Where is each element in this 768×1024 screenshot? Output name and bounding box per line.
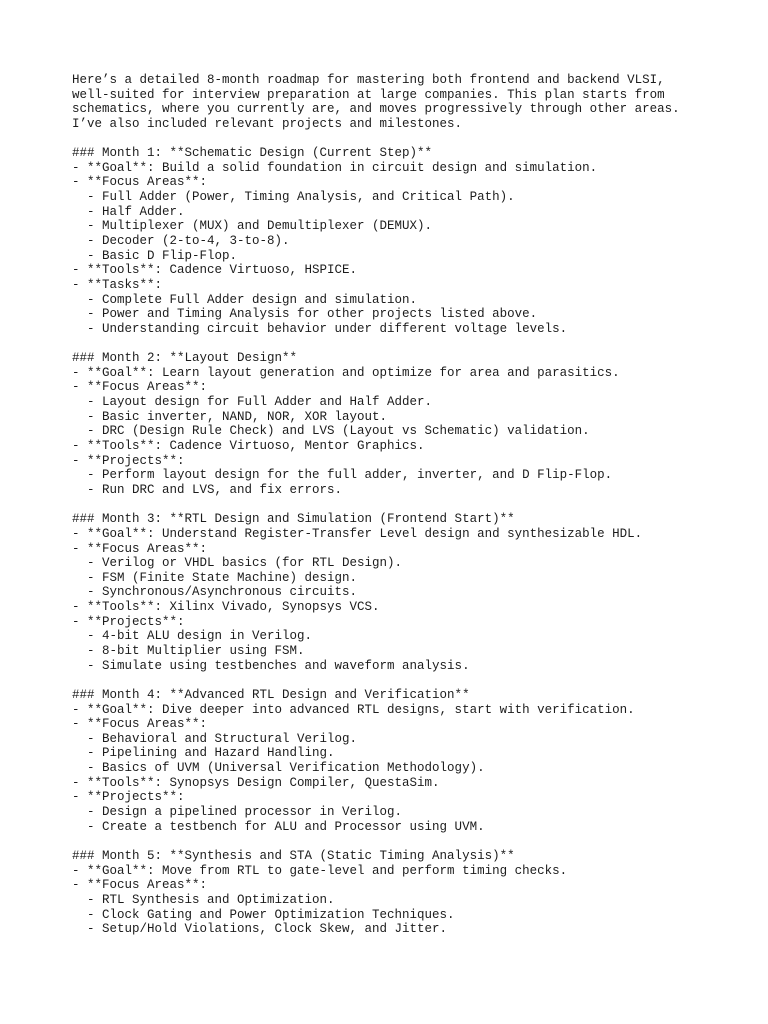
section-heading: ### Month 1: **Schematic Design (Current Step)** [72,146,433,161]
document-body [72,73,752,937]
intro-line: schematics, where you currently are, and moves progressively through other areas. [72,102,680,117]
section-line: - **Projects**: [72,790,185,805]
section-line: - Design a pipelined processor in Verilog. [72,805,403,820]
section-line: - Basics of UVM (Universal Verification Methodology). [72,761,485,776]
section-line: - Half Adder. [72,204,185,219]
section-line: - **Tools**: Synopsys Design Compiler, QuestaSim. [72,775,440,790]
section-line: - Basic inverter, NAND, NOR, XOR layout. [72,409,388,424]
section-line: - Full Adder (Power, Timing Analysis, and Critical Path). [72,190,515,205]
section-line: - Complete Full Adder design and simulation. [72,292,418,307]
section-line: - DRC (Design Rule Check) and LVS (Layout vs Schematic) validation. [72,424,590,439]
blank-line [72,498,752,513]
section-line: - **Goal**: Build a solid foundation in circuit design and simulation. [72,160,598,175]
section-line: - Pipelining and Hazard Handling. [72,746,335,761]
section-line: - Behavioral and Structural Verilog. [72,731,358,746]
section-line: - **Focus Areas**: [72,878,208,893]
section-heading: ### Month 2: **Layout Design** [72,351,298,366]
section-line: - **Goal**: Learn layout generation and optimize for area and parasitics. [72,365,620,380]
section-line: - Power and Timing Analysis for other projects listed above. [72,307,538,322]
section-heading: ### Month 4: **Advanced RTL Design and Verification** [72,687,470,702]
section-line: - **Focus Areas**: [72,717,208,732]
section-line: - **Projects**: [72,453,185,468]
section-line: - 8-bit Multiplier using FSM. [72,643,305,658]
roadmap-sections [72,132,752,937]
section-line: - Layout design for Full Adder and Half Adder. [72,395,433,410]
section-line: - Decoder (2-to-4, 3-to-8). [72,234,290,249]
section-line: - **Goal**: Move from RTL to gate-level and perform timing checks. [72,863,568,878]
intro-paragraph [72,73,752,132]
section-line: - **Focus Areas**: [72,541,208,556]
section-line: - **Focus Areas**: [72,175,208,190]
section-heading: ### Month 3: **RTL Design and Simulation (Frontend Start)** [72,512,515,527]
section-line: - **Tasks**: [72,277,163,292]
blank-line [72,337,752,352]
section-line: - Verilog or VHDL basics (for RTL Design). [72,556,403,571]
intro-line: well-suited for interview preparation at large companies. This plan starts from [72,87,665,102]
section-line: - **Tools**: Xilinx Vivado, Synopsys VCS. [72,600,380,615]
intro-line: Here’s a detailed 8-month roadmap for mastering both frontend and backend VLSI, [72,73,665,87]
section-line: - Synchronous/Asynchronous circuits. [72,585,358,600]
month-section [72,688,752,834]
month-section [72,512,752,673]
section-line: - Create a testbench for ALU and Processor using UVM. [72,819,485,834]
blank-line [72,132,752,147]
section-line: - Setup/Hold Violations, Clock Skew, and Jitter. [72,922,448,937]
month-section [72,146,752,336]
section-line: - **Tools**: Cadence Virtuoso, Mentor Graphics. [72,439,425,454]
section-line: - **Tools**: Cadence Virtuoso, HSPICE. [72,263,358,278]
section-line: - FSM (Finite State Machine) design. [72,570,358,585]
section-line: - Perform layout design for the full adder, inverter, and D Flip-Flop. [72,468,613,483]
month-section [72,351,752,497]
section-line: - **Projects**: [72,614,185,629]
section-line: - Clock Gating and Power Optimization Techniques. [72,907,455,922]
section-line: - **Goal**: Understand Register-Transfer Level design and synthesizable HDL. [72,526,643,541]
blank-line [72,834,752,849]
intro-line: I’ve also included relevant projects and milestones. [72,116,463,131]
section-line: - Multiplexer (MUX) and Demultiplexer (DEMUX). [72,219,433,234]
section-line: - Basic D Flip-Flop. [72,248,238,263]
section-heading: ### Month 5: **Synthesis and STA (Static Timing Analysis)** [72,848,515,863]
section-line: - Run DRC and LVS, and fix errors. [72,482,343,497]
month-section [72,849,752,937]
section-line: - **Goal**: Dive deeper into advanced RTL designs, start with verification. [72,702,635,717]
section-line: - **Focus Areas**: [72,380,208,395]
section-line: - Understanding circuit behavior under different voltage levels. [72,321,568,336]
blank-line [72,673,752,688]
section-line: - 4-bit ALU design in Verilog. [72,629,313,644]
section-line: - Simulate using testbenches and waveform analysis. [72,658,470,673]
section-line: - RTL Synthesis and Optimization. [72,892,335,907]
